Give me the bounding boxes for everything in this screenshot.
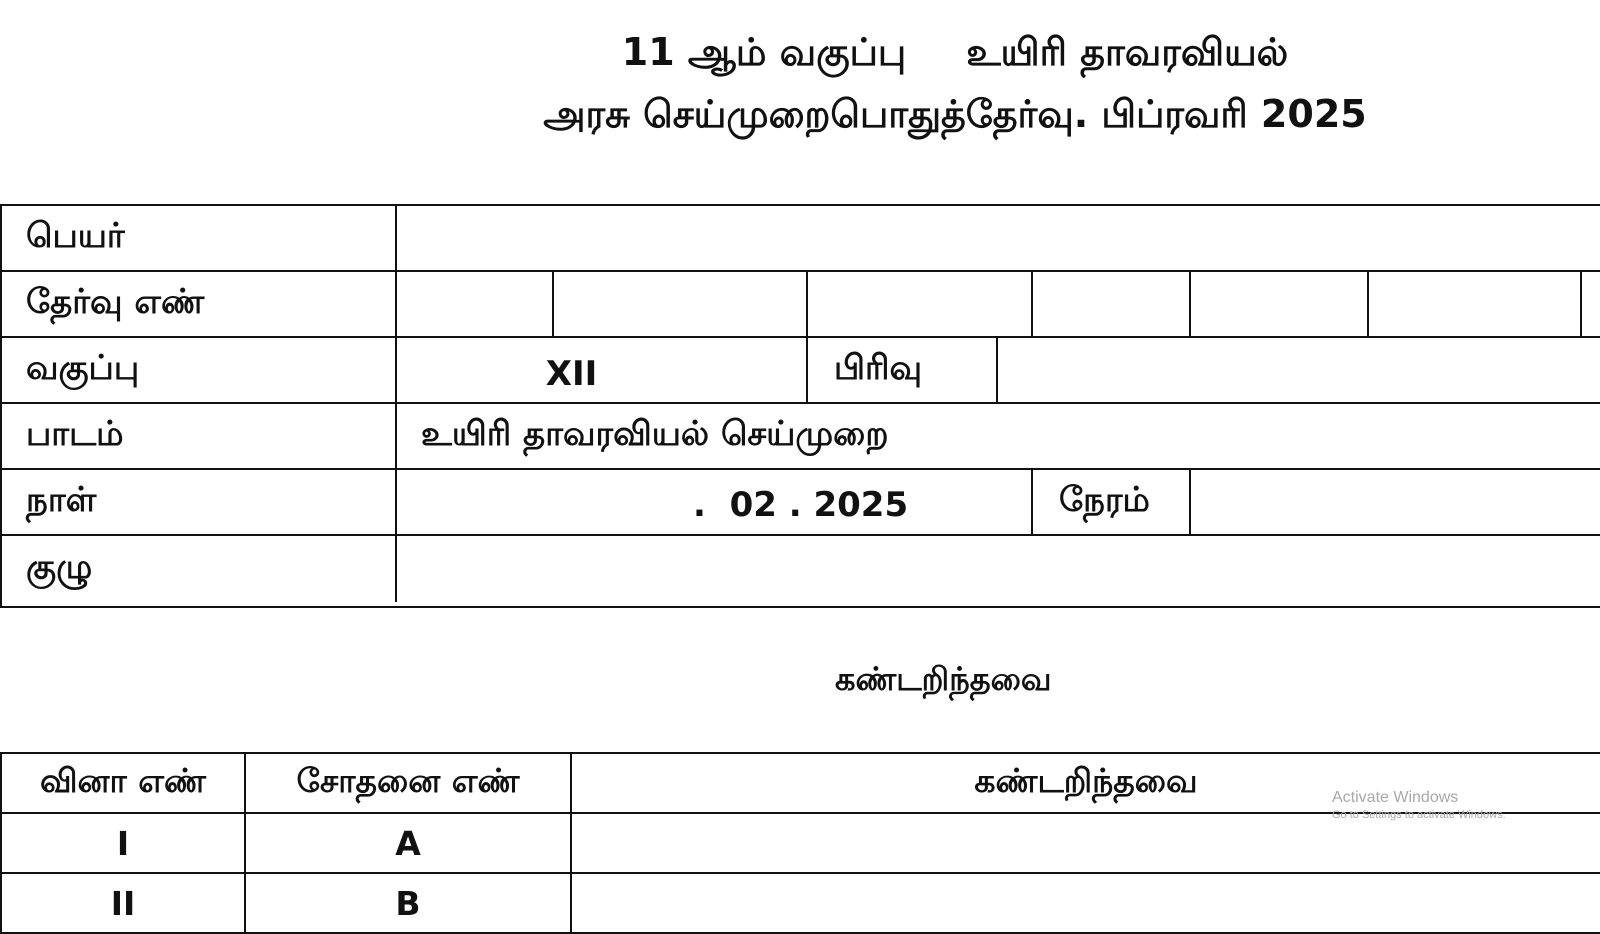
- subject-value: உயிரி தாவரவியல் செய்முறை: [395, 404, 1600, 468]
- date-row: [0, 470, 1600, 536]
- section-label: பிரிவு: [806, 338, 996, 402]
- findings-table: [0, 752, 1600, 934]
- experiment-number-header: சோதனை எண்: [244, 754, 570, 812]
- activate-windows-watermark: [1332, 788, 1506, 822]
- exam-title-line-1: [0, 30, 1600, 74]
- exam-number-box-6[interactable]: [1367, 272, 1580, 336]
- exam-number-box-1[interactable]: [395, 272, 552, 336]
- time-field[interactable]: [1189, 470, 1600, 534]
- class-row: [0, 338, 1600, 404]
- exam-number-box-4[interactable]: [1031, 272, 1189, 336]
- subject-row: [0, 404, 1600, 470]
- exam-number-box-5[interactable]: [1189, 272, 1367, 336]
- exam-number-label: தேர்வு எண்: [26, 282, 205, 322]
- name-field[interactable]: [395, 206, 1600, 270]
- class-heading: 11 ஆம் வகுப்பு: [621, 30, 907, 74]
- group-field[interactable]: [395, 536, 1600, 602]
- experiment-number: A: [244, 814, 570, 872]
- experiment-number: B: [244, 874, 570, 932]
- class-value: XII: [395, 338, 806, 402]
- question-number: II: [0, 874, 244, 932]
- findings-header: கண்டறிந்தவை: [570, 754, 1600, 812]
- findings-heading: கண்டறிந்தவை: [835, 660, 1052, 698]
- question-number-header: வினா எண்: [0, 754, 244, 812]
- exam-number-box-3[interactable]: [806, 272, 1031, 336]
- class-label: வகுப்பு: [26, 348, 140, 388]
- name-row: [0, 206, 1600, 272]
- date-value: . 02 . 2025: [395, 470, 1031, 534]
- exam-number-box-7[interactable]: [1580, 272, 1600, 336]
- subject-heading: உயிரி தாவரவியல்: [966, 30, 1289, 74]
- finding-field[interactable]: [570, 814, 1600, 872]
- finding-field[interactable]: [570, 874, 1600, 932]
- subject-label: பாடம்: [26, 414, 124, 454]
- exam-number-box-2[interactable]: [552, 272, 806, 336]
- student-info-table: [0, 204, 1600, 608]
- question-number: I: [0, 814, 244, 872]
- table-row: [0, 874, 1600, 934]
- section-field[interactable]: [996, 338, 1600, 402]
- date-label: நாள்: [26, 480, 97, 520]
- group-label: குழு: [26, 547, 93, 587]
- exam-number-row: [0, 272, 1600, 338]
- watermark-title: Activate Windows: [1332, 789, 1459, 806]
- exam-title-line-2: அரசு செய்முறைபொதுத்தேர்வு. பிப்ரவரி 2025: [543, 92, 1367, 136]
- table-row: [0, 814, 1600, 874]
- group-row: [0, 536, 1600, 602]
- name-label: பெயர்: [26, 216, 125, 256]
- watermark-subtitle: Go to Settings to activate Windows.: [1332, 809, 1506, 821]
- time-label: நேரம்: [1031, 470, 1189, 534]
